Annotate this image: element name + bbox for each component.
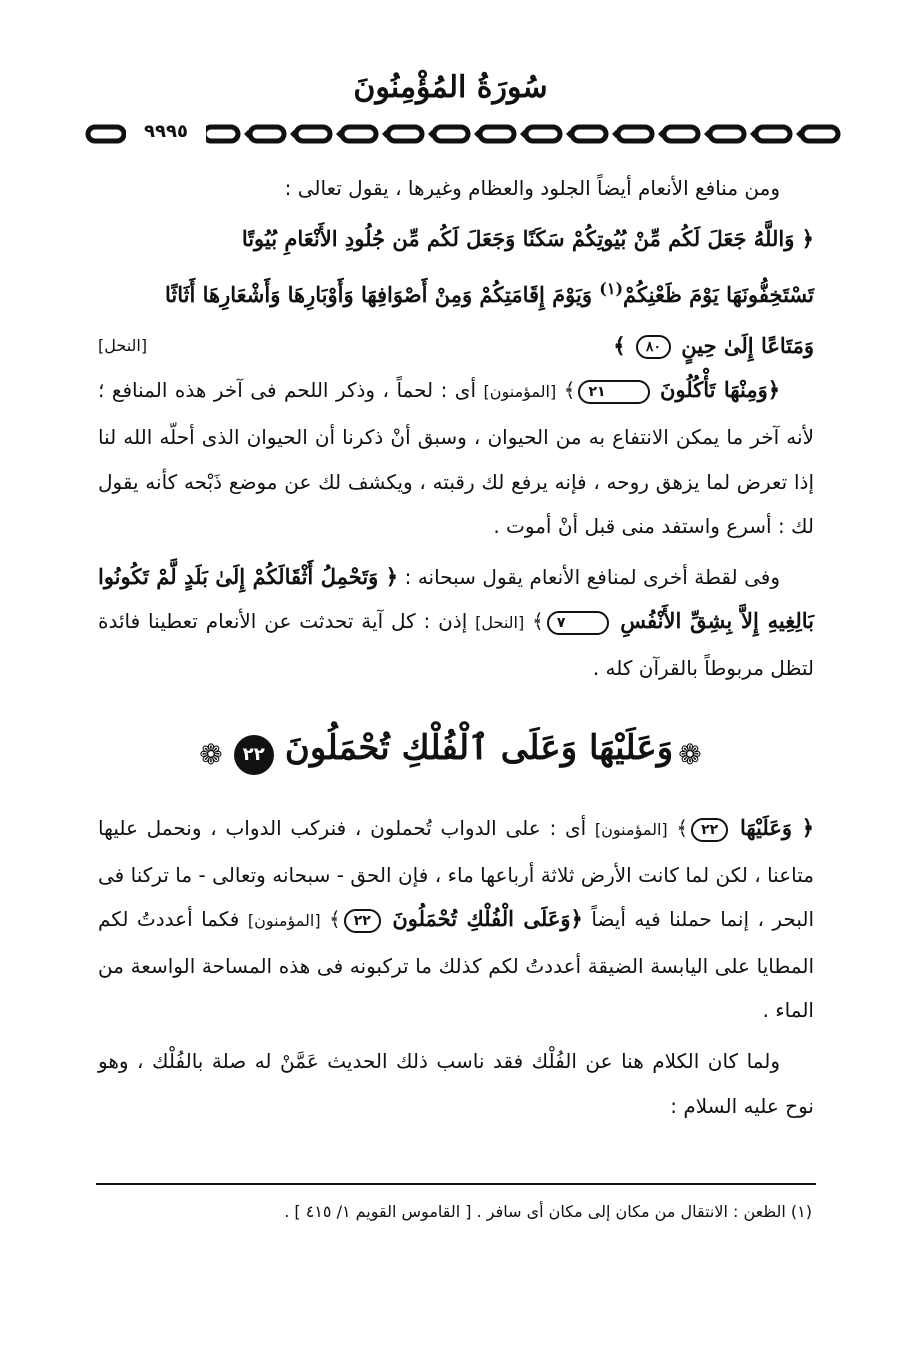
paragraph-4: ﴿ وَعَلَيْهَا ٢٢﴾ [المؤمنون] أى : على الدواب تُحملون ، فنركب الدواب ، ونحمل عليها متاعنا ، لكن لما كانت الأرض ثلاثة أرباعها ماء ، فإن الحق - سبحانه وتعالى - ما تركنا فى البحر ، إنما حملنا فيه أيضاً ﴿وَعَلَى الْفُلْكِ تُحْمَلُونَ ٢٢﴾ [المؤمنون] فكما أعددتُ لكم المطايا على اليابسة الضيقة أعددتُ لكم كذلك ما تركبونه فى هذه المساحة الواسعة من الماء . (98, 815, 815, 1023)
ayah-number-marker: ٨٠ (636, 335, 671, 359)
p1-intro-text: ومن منافع الأنعام أيضاً الجلود والعظام وغيرها ، يقول تعالى : (284, 176, 780, 200)
paragraph-5 (98, 1039, 814, 1128)
ayah-number-marker: ٢٢ (691, 818, 728, 842)
ayah-number-marker: ٢١ (578, 380, 649, 404)
surah-title: سُورَةُ المُؤْمِنُونَ (353, 70, 548, 105)
surah-reference: [النحل] (475, 613, 525, 633)
main-text-2 (98, 806, 814, 1134)
p1-verse-end: وَمَتَاعًا إِلَىٰ حِينٍ ٨٠ ﴾ (613, 332, 814, 358)
verse-banner (0, 727, 901, 775)
surah-reference: [المؤمنون] (594, 820, 668, 839)
ayah-number-marker: ٧ (547, 611, 610, 635)
p4-text-a: أى : على الدواب تُحملون ، فنركب الدواب ، ونحمل عليها متاعنا ، لكن لما كانت الأرض ثلاثة أرباعها ماء ، فإن الحق - سبحانه وتعالى - ما تركنا فى البحر ، إنما حملنا فيه أيضاً (98, 816, 815, 932)
surah-reference: [النحل] (98, 335, 148, 355)
surah-reference: [المؤمنون] (483, 382, 557, 402)
p1-verse-text-1: ﴿ وَاللَّهُ جَعَلَ لَكُم مِّنْ بُيُوتِكُمْ سَكَنًا وَجَعَلَ لَكُم مِّن جُلُودِ الأَنْعَامِ بُيُوتًا (241, 225, 814, 251)
p5-text: ولما كان الكلام هنا عن الفُلْك فقد ناسب ذلك الحديث عَمَّنْ له صلة بالفُلْك ، وهو نوح عليه السلام : (98, 1048, 814, 1118)
surah-reference: [المؤمنون] (247, 911, 321, 931)
p1-verse-line-3 (98, 324, 814, 369)
paragraph-2: ﴿وَمِنْهَا تَأْكُلُونَ ٢١﴾ [المؤمنون] أى : لحماً ، وذكر اللحم فى آخر هذه المنافع ؛ لأنه آخر ما يمكن الانتفاع به من الحيوان ، وسبق أنْ ذكرنا أن الحيوان الذى أحلّه الله لنا إذا تعرض لما يزهق روحه ، فإنه يرفع لك رقبته ، ويكشف لك عن موضع ذَبْحه كأنه يقول لك : أسرع واستفد منى قبل أنْ أموت . (98, 377, 814, 539)
p3-text-b: إذن : كل آية تحدثت عن الأنعام تعطينا فائدة لتظل مربوطاً بالقرآن كله . (98, 609, 814, 680)
p1-verse-text-3: وَمَتَاعًا إِلَىٰ حِينٍ (681, 332, 814, 358)
p4-verse: ﴿ وَعَلَيْهَا (739, 815, 814, 840)
paragraph-3: وفى لقطة أخرى لمنافع الأنعام يقول سبحانه : ﴿ وَتَحْمِلُ أَثْقَالَكُمْ إِلَىٰ بَلَدٍ لَّمْ تَكُونُوا بَالِغِيهِ إِلاَّ بِشِقِّ الأَنْفُسِ ٧﴾ [النحل] إذن : كل آية تحدثت عن الأنعام تعطينا فائدة لتظل مربوطاً بالقرآن كله . (98, 563, 815, 680)
p3-verse: ﴿ وَتَحْمِلُ أَثْقَالَكُمْ إِلَىٰ بَلَدٍ لَّمْ تَكُونُوا بَالِغِيهِ إِلاَّ بِشِقِّ الأَنْفُسِ (98, 563, 815, 634)
main-text (98, 166, 814, 697)
p1-verse-line-2 (98, 267, 814, 318)
page-number: ٩٩٩٥ (126, 121, 206, 142)
banner-ayah-number: ٢٢ (234, 735, 274, 775)
ornament-icon: ❁ (199, 738, 223, 771)
ornament-icon: ❁ (678, 738, 702, 771)
banner-verse: وَعَلَيْهَا وَعَلَى ٱلْفُلْكِ تُحْمَلُونَ (284, 728, 674, 768)
footnote-marker: (١) (599, 279, 624, 299)
p4-text-b: فكما أعددتُ لكم المطايا على اليابسة الضيقة أعددتُ لكم كذلك ما تركبونه فى هذه المساحة الواسعة من الماء . (98, 907, 814, 1023)
p2-text: أى : لحماً ، وذكر اللحم فى آخر هذه المنافع ؛ لأنه آخر ما يمكن الانتفاع به من الحيوان ، وسبق أنْ ذكرنا أن الحيوان الذى أحلّه الله لنا إذا تعرض لما يزهق روحه ، فإنه يرفع لك رقبته ، ويكشف لك عن موضع ذَبْحه كأنه يقول لك : أسرع واستفد منى قبل أنْ أموت . (98, 378, 814, 539)
paragraph-1-intro (98, 166, 814, 211)
p3-text-a: وفى لقطة أخرى لمنافع الأنعام يقول سبحانه : (404, 564, 780, 589)
footnote-divider (96, 1183, 816, 1185)
p2-verse: ﴿وَمِنْهَا تَأْكُلُونَ (660, 377, 781, 403)
p1-verse-text-2: تَسْتَخِفُّونَهَا يَوْمَ ظَعْنِكُمْ (623, 282, 814, 308)
p1-verse-text-2b: وَيَوْمَ إِقَامَتِكُمْ وَمِنْ أَصْوَافِهَا وَأَوْبَارِهَا وَأَشْعَارِهَا أَثَاثًا (165, 282, 592, 308)
ayah-number-marker: ٢٢ (344, 909, 381, 933)
p4-verse-2: ﴿وَعَلَى الْفُلْكِ تُحْمَلُونَ (392, 906, 583, 932)
footnote: (١) الظعن : الانتقال من مكان إلى مكان أى سافر . [ القاموس القويم ١/ ٤١٥ ] . (284, 1202, 812, 1221)
p1-verse-line-1 (98, 217, 814, 262)
